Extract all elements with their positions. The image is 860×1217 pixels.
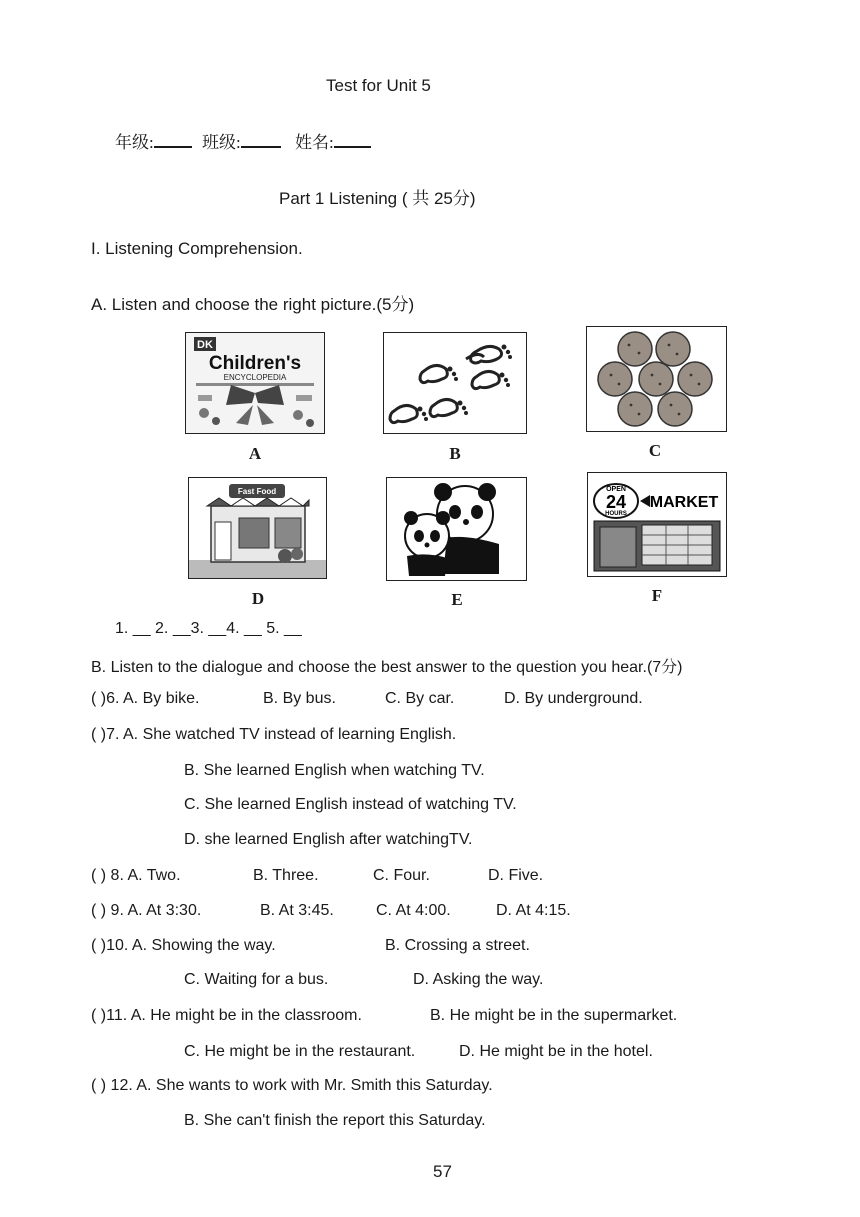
grade-blank[interactable] [154,132,192,148]
question-7-option-a[interactable]: ( )7. A. She watched TV instead of learning English. [91,726,457,743]
part-title: Part 1 Listening ( 共 25分) [279,189,476,208]
question-11-option-d[interactable]: D. He might be in the hotel. [459,1043,653,1060]
picture-c-label: C [648,441,662,460]
grade-label: 年级: [115,133,154,152]
question-10-option-a[interactable]: ( )10. A. Showing the way. [91,937,276,954]
class-label: 班级: [201,133,241,152]
section-i-heading: I. Listening Comprehension. [91,239,303,258]
class-blank[interactable] [241,132,281,148]
picture-a-book [185,332,325,434]
svg-text:OPEN: OPEN [606,486,626,493]
page-number: 57 [433,1162,452,1181]
picture-d-label: D [251,589,265,608]
section-a-heading: A. Listen and choose the right picture.(5分) [91,295,415,314]
question-10-option-c[interactable]: C. Waiting for a bus. [184,971,329,988]
answer-blanks-line[interactable]: 1. __ 2. __3. __4. __ 5. __ [115,620,302,637]
picture-d-fast-food-shop [188,477,327,579]
question-10-option-b[interactable]: B. Crossing a street. [385,937,530,954]
svg-text:24: 24 [605,492,627,512]
picture-a-label: A [248,444,262,463]
header-fields [115,128,371,153]
question-7-option-b[interactable]: B. She learned English when watching TV. [184,762,485,779]
svg-text:DK: DK [197,339,213,351]
svg-text:ENCYCLOPEDIA: ENCYCLOPEDIA [223,373,287,382]
question-6-option-d[interactable]: D. By underground. [504,690,643,707]
question-6-option-b[interactable]: B. By bus. [263,690,336,707]
question-12-option-a[interactable]: ( ) 12. A. She wants to work with Mr. Smith this Saturday. [91,1077,493,1094]
question-8-option-b[interactable]: B. Three. [253,867,319,884]
question-11-option-c[interactable]: C. He might be in the restaurant. [184,1043,416,1060]
picture-c-cookies [586,326,727,432]
cookies-icon [587,327,726,431]
question-10-option-d[interactable]: D. Asking the way. [413,971,544,988]
question-12-option-b[interactable]: B. She can't finish the report this Saturday. [184,1112,486,1129]
question-8-option-d[interactable]: D. Five. [488,867,544,884]
question-8-option-a[interactable]: ( ) 8. A. Two. [91,867,181,884]
childrens-encyclopedia-icon [186,333,324,433]
name-blank[interactable] [334,132,371,148]
question-6-option-a[interactable]: ( )6. A. By bike. [91,690,200,707]
name-label: 姓名: [294,133,334,152]
question-9-option-a[interactable]: ( ) 9. A. At 3:30. [91,902,202,919]
picture-b-footprints [383,332,527,434]
question-9-option-b[interactable]: B. At 3:45. [260,902,334,919]
fast-food-shop-icon [189,478,326,578]
pandas-icon [387,478,526,580]
picture-f-label: F [651,586,663,605]
picture-b-label: B [449,444,461,463]
picture-e-label: E [451,590,463,609]
svg-text:MARKET: MARKET [649,494,719,511]
question-7-option-d[interactable]: D. she learned English after watchingTV. [184,831,473,848]
question-9-option-d[interactable]: D. At 4:15. [496,902,571,919]
svg-text:HOURS: HOURS [605,511,627,517]
picture-e-pandas [386,477,527,581]
question-8-option-c[interactable]: C. Four. [373,867,430,884]
question-7-option-c[interactable]: C. She learned English instead of watching TV. [184,796,517,813]
question-11-option-b[interactable]: B. He might be in the supermarket. [430,1007,678,1024]
page-title: Test for Unit 5 [326,76,431,95]
24-hour-market-icon [588,473,726,576]
section-b-heading: B. Listen to the dialogue and choose the best answer to the question you hear.(7分) [91,659,683,676]
picture-f-24-hour-market [587,472,727,577]
question-6-option-c[interactable]: C. By car. [385,690,455,707]
svg-text:Children's: Children's [208,353,302,374]
question-9-option-c[interactable]: C. At 4:00. [376,902,451,919]
question-11-option-a[interactable]: ( )11. A. He might be in the classroom. [91,1007,362,1024]
footprints-icon [384,333,526,433]
svg-text:Fast Food: Fast Food [237,487,277,496]
